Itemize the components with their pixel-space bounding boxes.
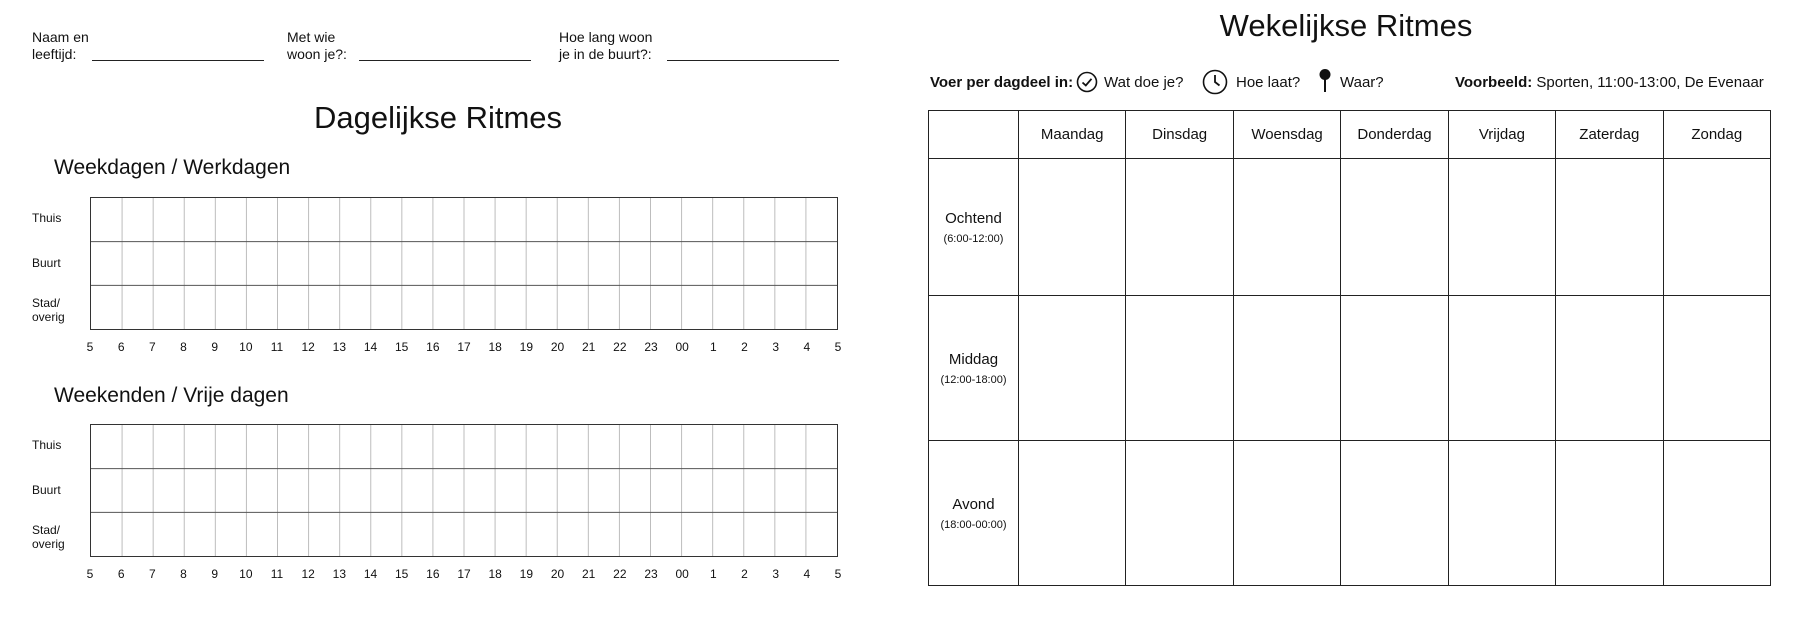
period-time: (18:00-00:00): [940, 518, 1007, 531]
weekends-grid-lines: [91, 425, 837, 556]
hour-label: 3: [772, 340, 779, 354]
hour-label: 18: [488, 567, 502, 581]
prompt-where: Waar?: [1340, 74, 1384, 91]
day-header: Zondag: [1663, 111, 1770, 159]
hour-label: 1: [709, 567, 717, 581]
entry-cell[interactable]: [1233, 296, 1340, 441]
weekends-grid[interactable]: [90, 424, 838, 557]
row-label-home: Thuis: [32, 438, 62, 452]
row-label-city-line2: overig: [32, 310, 65, 324]
entry-cell[interactable]: [1341, 296, 1448, 441]
hour-label: 20: [550, 340, 565, 354]
day-header: Dinsdag: [1126, 111, 1233, 159]
entry-cell[interactable]: [1663, 159, 1770, 296]
entry-cell[interactable]: [1663, 296, 1770, 441]
weekends-hour-axis: [86, 567, 842, 583]
map-pin-icon: [1317, 68, 1333, 94]
weekly-header-row: [929, 111, 1771, 159]
name-age-blank[interactable]: [92, 60, 264, 61]
entry-cell[interactable]: [1448, 441, 1555, 586]
check-circle-icon: [1076, 71, 1098, 93]
hour-label: 5: [86, 567, 94, 581]
corner-cell: [929, 111, 1019, 159]
entry-cell[interactable]: [1019, 159, 1126, 296]
entry-cell[interactable]: [1556, 159, 1663, 296]
prompt-what: Wat doe je?: [1104, 74, 1184, 91]
hour-label: 17: [457, 340, 471, 354]
who-with-field: [287, 29, 347, 63]
row-label-city-line1: Stad/: [32, 296, 61, 310]
hour-label: 15: [394, 567, 409, 581]
hour-label: 13: [332, 340, 346, 354]
weekly-title: Wekelijkse Ritmes: [1219, 8, 1473, 43]
hour-label: 5: [834, 340, 842, 354]
entry-cell[interactable]: [1341, 159, 1448, 296]
hour-label: 21: [581, 340, 596, 354]
hour-label: 8: [180, 567, 187, 581]
hour-label: 2: [741, 567, 748, 581]
hour-label: 17: [457, 567, 471, 581]
hour-label: 7: [148, 340, 156, 354]
hour-label: 15: [394, 340, 409, 354]
day-header: Maandag: [1019, 111, 1126, 159]
hour-label: 1: [709, 340, 717, 354]
entry-cell[interactable]: [1019, 441, 1126, 586]
day-header: Donderdag: [1341, 111, 1448, 159]
row-label-neighbourhood: Buurt: [32, 256, 61, 270]
period-time: (6:00-12:00): [943, 232, 1004, 245]
row-label-city-line1: Stad/: [32, 523, 61, 537]
hour-label: 11: [270, 567, 284, 581]
hour-label: 8: [180, 340, 187, 354]
period-row-morning: [929, 159, 1771, 296]
hour-label: 4: [803, 340, 811, 354]
hour-label: 5: [86, 340, 94, 354]
entry-cell[interactable]: [1341, 441, 1448, 586]
weekly-table: [928, 110, 1771, 586]
how-long-label-line2: je in de buurt?:: [559, 46, 652, 62]
period-label-cell: [929, 441, 1019, 586]
how-long-label-line1: Hoe lang woon: [559, 29, 653, 45]
period-label-cell: [929, 296, 1019, 441]
instruction-lead-text: Voer per dagdeel in:: [930, 74, 1074, 91]
hour-label: 16: [426, 340, 440, 354]
name-age-label-line2: leeftijd:: [32, 46, 77, 62]
how-long-field: [559, 29, 652, 63]
hour-label: 22: [613, 340, 627, 354]
hour-label: 7: [148, 567, 156, 581]
weekdays-hour-axis: [86, 340, 842, 356]
hour-label: 12: [301, 567, 315, 581]
hour-label: 19: [519, 340, 533, 354]
entry-cell[interactable]: [1019, 296, 1126, 441]
hour-label: 20: [550, 567, 565, 581]
row-label-city-line2: overig: [32, 537, 65, 551]
name-age-label-line1: Naam en: [32, 29, 89, 45]
hour-label: 10: [239, 340, 253, 354]
hour-label: 13: [332, 567, 346, 581]
who-with-label-line1: Met wie: [287, 29, 336, 45]
hour-label: 00: [675, 567, 689, 581]
period-time: (12:00-18:00): [940, 373, 1007, 386]
hour-label: 00: [675, 340, 689, 354]
hour-label: 14: [363, 340, 378, 354]
period-name: Ochtend: [945, 209, 1002, 227]
how-long-blank[interactable]: [667, 60, 839, 61]
name-age-field: [32, 29, 89, 63]
hour-label: 6: [117, 340, 125, 354]
entry-cell[interactable]: [1448, 296, 1555, 441]
hour-label: 16: [426, 567, 440, 581]
hour-label: 4: [803, 567, 811, 581]
weekdays-section-title: Weekdagen / Werkdagen: [54, 156, 291, 179]
weekends-section-title: Weekenden / Vrije dagen: [54, 384, 289, 407]
example-label: Voorbeeld:: [1455, 74, 1533, 91]
clock-icon: [1202, 69, 1228, 95]
who-with-blank[interactable]: [359, 60, 531, 61]
entry-cell[interactable]: [1556, 441, 1663, 586]
hour-label: 23: [644, 567, 658, 581]
hour-label: 14: [363, 567, 378, 581]
day-header: Vrijdag: [1448, 111, 1555, 159]
hour-label: 11: [270, 340, 284, 354]
instruction-lead: [930, 74, 1073, 91]
hour-label: 6: [117, 567, 125, 581]
hour-label: 9: [211, 340, 218, 354]
weekdays-grid[interactable]: [90, 197, 838, 330]
hour-label: 23: [644, 340, 658, 354]
hour-label: 10: [239, 567, 253, 581]
row-label-neighbourhood: Buurt: [32, 483, 61, 497]
period-row-evening: [929, 441, 1771, 586]
daily-title: Dagelijkse Ritmes: [313, 100, 563, 135]
entry-cell[interactable]: [1126, 296, 1233, 441]
hour-label: 18: [488, 340, 502, 354]
hour-label: 22: [613, 567, 627, 581]
entry-cell[interactable]: [1556, 296, 1663, 441]
hour-label: 9: [211, 567, 218, 581]
period-row-afternoon: [929, 296, 1771, 441]
hour-label: 12: [301, 340, 315, 354]
day-header: Zaterdag: [1556, 111, 1663, 159]
hour-label: 19: [519, 567, 533, 581]
example: [1455, 74, 1764, 91]
example-text: Sporten, 11:00-13:00, De Evenaar: [1536, 74, 1764, 91]
who-with-label-line2: woon je?:: [287, 46, 347, 62]
entry-cell[interactable]: [1233, 159, 1340, 296]
entry-cell[interactable]: [1233, 441, 1340, 586]
hour-label: 2: [741, 340, 748, 354]
entry-cell[interactable]: [1663, 441, 1770, 586]
weekdays-grid-lines: [91, 198, 837, 329]
row-label-home: Thuis: [32, 211, 62, 225]
hour-label: 21: [581, 567, 596, 581]
period-name: Middag: [948, 350, 999, 368]
hour-label: 5: [834, 567, 842, 581]
period-name: Avond: [952, 495, 995, 513]
period-label-cell: [929, 159, 1019, 296]
entry-cell[interactable]: [1448, 159, 1555, 296]
hour-label: 3: [772, 567, 779, 581]
prompt-when: Hoe laat?: [1236, 74, 1301, 91]
entry-cell[interactable]: [1126, 441, 1233, 586]
day-header: Woensdag: [1233, 111, 1340, 159]
entry-cell[interactable]: [1126, 159, 1233, 296]
